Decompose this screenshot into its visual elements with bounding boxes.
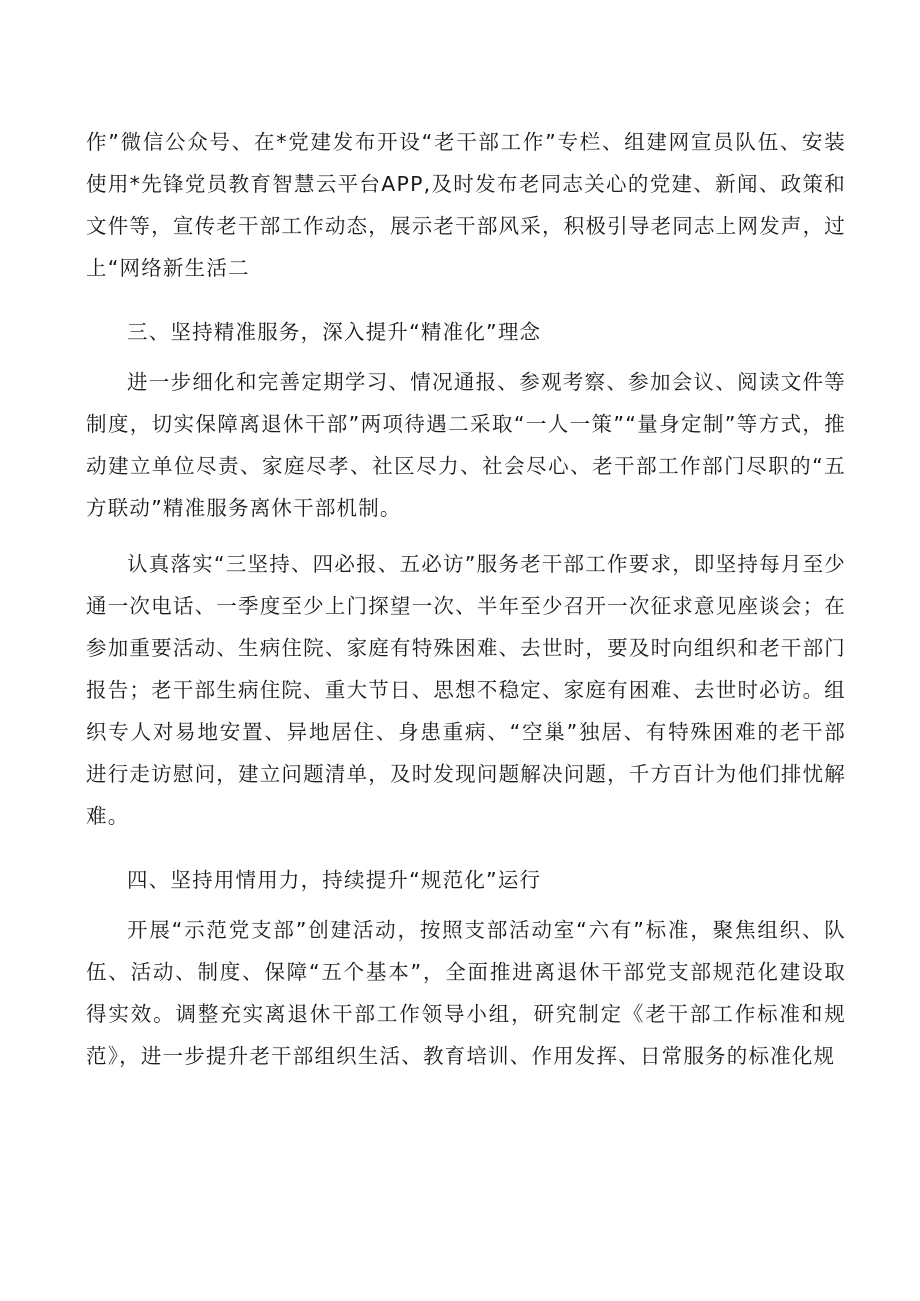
body-paragraph-continuation: 作”微信公众号、在*党建发布开设“老干部工作”专栏、组建网宣员队伍、安装使用*先锋党员教育智慧云平台APP,及时发布老同志关心的党建、新闻、政策和文件等，宣传老干部工作动态，展示老干部风采，积极引导老同志上网发声，过上“网络新生活二 xyxy=(86,130,846,280)
section-heading-four: 四、坚持用情用力，持续提升“规范化”运行 xyxy=(127,868,542,892)
section-heading-three: 三、坚持精准服务，深入提升“精准化”理念 xyxy=(127,320,542,344)
body-paragraph: 进一步细化和完善定期学习、情况通报、参观考察、参加会议、阅读文件等制度，切实保障离退休干部”两项待遇二采取“一人一策”“量身定制”等方式，推动建立单位尽责、家庭尽孝、社区尽力、社会尽心、老干部工作部门尽职的“五方联动”精准服务离休干部机制。 xyxy=(86,370,846,520)
body-paragraph: 开展“示范党支部”创建活动，按照支部活动室“六有”标准，聚焦组织、队伍、活动、制度、保障“五个基本”，全面推进离退休干部党支部规范化建设取得实效。调整充实离退休干部工作领导小组，研究制定《老干部工作标准和规范》，进一步提升老干部组织生活、教育培训、作用发挥、日常服务的标准化规 xyxy=(86,918,846,1068)
document-body xyxy=(86,121,846,1077)
body-paragraph: 认真落实“三坚持、四必报、五必访”服务老干部工作要求，即坚持每月至少通一次电话、一季度至少上门探望一次、半年至少召开一次征求意见座谈会；在参加重要活动、生病住院、家庭有特殊困难、去世时，要及时向组织和老干部门报告；老干部生病住院、重大节日、思想不稳定、家庭有困难、去世时必访。组织专人对易地安置、异地居住、身患重病、“空巢”独居、有特殊困难的老干部进行走访慰问，建立问题清单，及时发现问题解决问题，千方百计为他们排忧解难。 xyxy=(86,552,846,828)
